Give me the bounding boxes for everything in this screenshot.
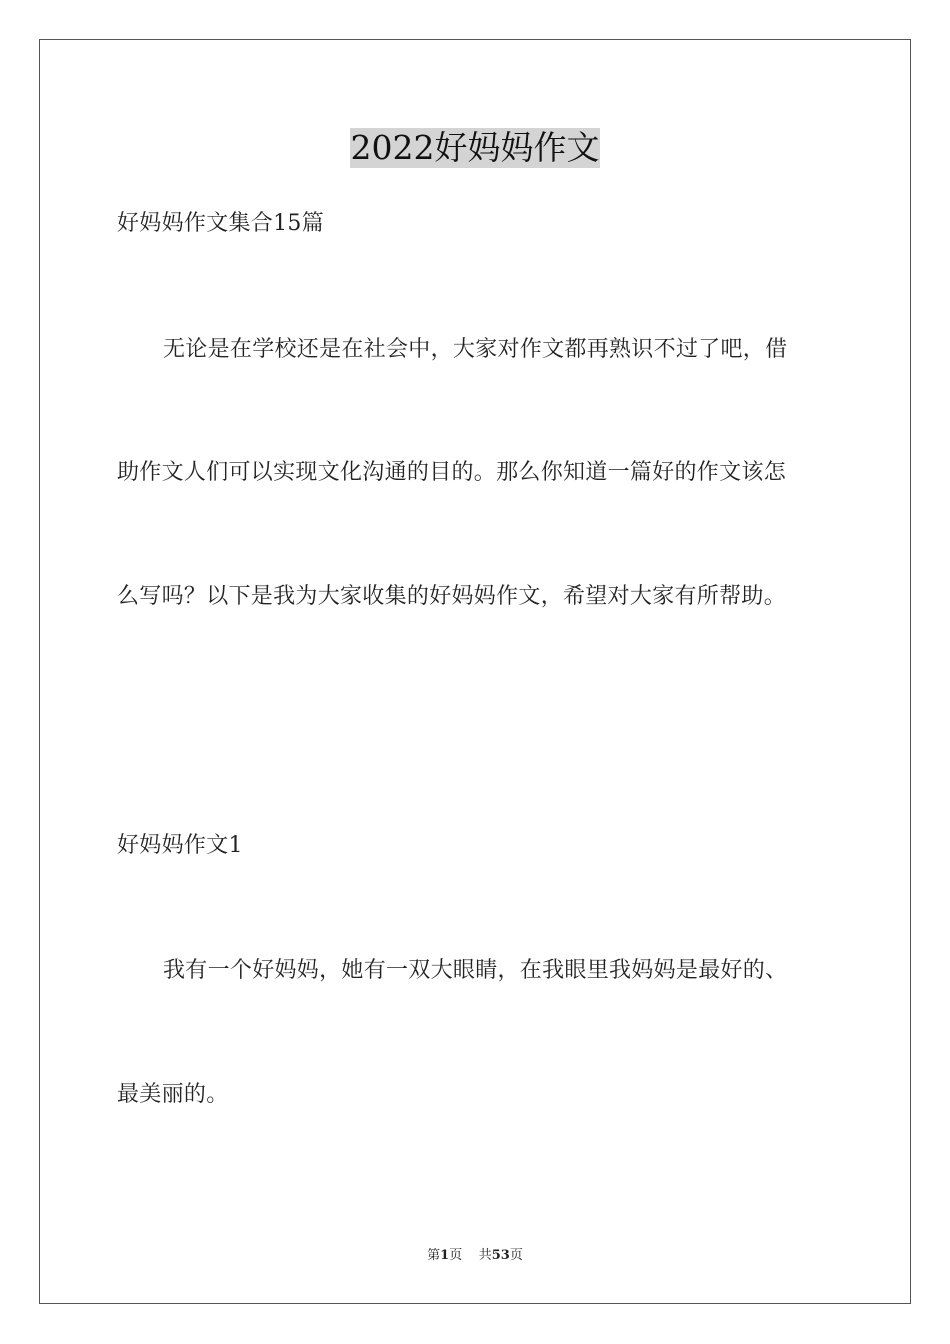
document-title: 2022好妈妈作文 [350, 128, 600, 167]
footer-page-number: 1 [440, 1248, 450, 1263]
footer-total-pages: 53 [491, 1248, 510, 1263]
page-footer [0, 1246, 950, 1266]
intro-line-1: 无论是在学校还是在社会中，大家对作文都再熟识不过了吧，借 [163, 337, 788, 362]
intro-line-2: 助作文人们可以实现文化沟通的目的。那么你知道一篇好的作文该怎 [117, 460, 787, 485]
essay-line-1: 我有一个好妈妈，她有一双大眼睛，在我眼里我妈妈是最好的、 [163, 958, 788, 983]
footer-page-prefix: 第 [427, 1248, 441, 1263]
footer-page-suffix: 页 [449, 1248, 463, 1263]
footer-total-suffix: 页 [509, 1248, 523, 1263]
section-heading: 好妈妈作文1 [117, 833, 243, 858]
intro-line-3: 么写吗？以下是我为大家收集的好妈妈作文，希望对大家有所帮助。 [117, 584, 787, 609]
essay-line-2: 最美丽的。 [117, 1082, 229, 1107]
title-container [0, 128, 950, 168]
document-subtitle: 好妈妈作文集合15篇 [117, 211, 324, 236]
footer-total-prefix: 共 [478, 1248, 492, 1263]
